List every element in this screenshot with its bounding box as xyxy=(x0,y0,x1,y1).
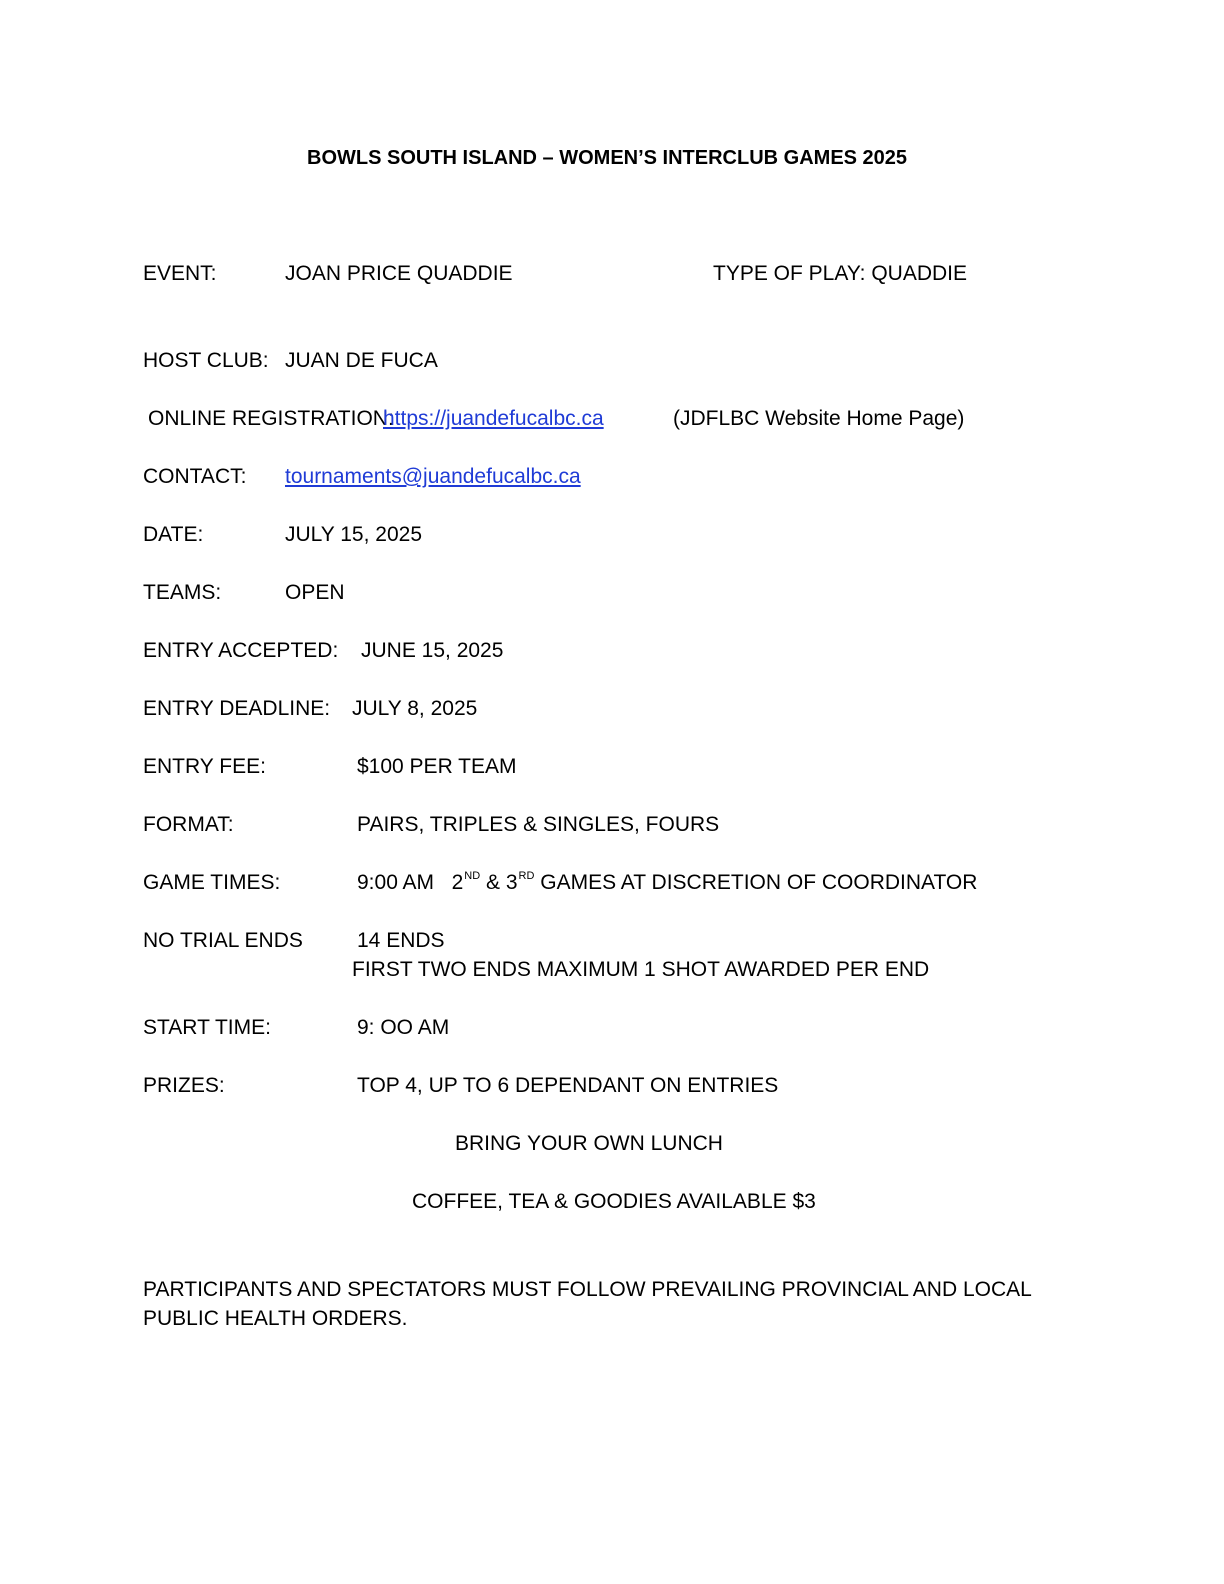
game-times-rest: GAMES AT DISCRETION OF COORDINATOR xyxy=(540,871,978,894)
contact-label: CONTACT: xyxy=(143,465,247,488)
registration-note: (JDFLBC Website Home Page) xyxy=(673,407,965,430)
entry-accepted-label: ENTRY ACCEPTED: xyxy=(143,639,339,662)
lunch-note: BRING YOUR OWN LUNCH xyxy=(455,1132,723,1155)
trial-ends-label: NO TRIAL ENDS xyxy=(143,929,303,952)
online-registration-label: ONLINE REGISTRATION: xyxy=(148,407,394,430)
game-times-num1: 2 xyxy=(451,871,464,894)
format-label: FORMAT: xyxy=(143,813,234,836)
game-times-time: 9:00 AM xyxy=(357,871,435,894)
date-value: JULY 15, 2025 xyxy=(285,523,422,546)
start-time-label: START TIME: xyxy=(143,1016,271,1039)
registration-link[interactable]: https://juandefucalbc.ca xyxy=(383,407,604,430)
event-label: EVENT: xyxy=(143,262,217,285)
prizes-label: PRIZES: xyxy=(143,1074,225,1097)
game-times-amp: & xyxy=(486,871,501,894)
document-title: BOWLS SOUTH ISLAND – WOMEN’S INTERCLUB GAMES 2025 xyxy=(307,147,908,169)
entry-fee-value: $100 PER TEAM xyxy=(357,755,517,778)
event-value: JOAN PRICE QUADDIE xyxy=(285,262,513,285)
game-times-num2: 3 xyxy=(505,871,518,894)
entry-accepted-value: JUNE 15, 2025 xyxy=(361,639,504,662)
contact-email-link[interactable]: tournaments@juandefucalbc.ca xyxy=(285,465,581,488)
coffee-note: COFFEE, TEA & GOODIES AVAILABLE $3 xyxy=(412,1190,816,1213)
prizes-value: TOP 4, UP TO 6 DEPENDANT ON ENTRIES xyxy=(357,1074,779,1097)
date-label: DATE: xyxy=(143,523,204,546)
health-notice: PARTICIPANTS AND SPECTATORS MUST FOLLOW PREVAILING PROVINCIAL AND LOCAL PUBLIC HEALTH ORDERS. xyxy=(143,1278,1032,1330)
game-times-label: GAME TIMES: xyxy=(143,871,281,894)
teams-value: OPEN xyxy=(285,581,345,604)
host-club-value: JUAN DE FUCA xyxy=(285,349,438,372)
game-times-value xyxy=(357,870,977,896)
game-times-sup2: RD xyxy=(518,870,535,882)
game-times-sup1: ND xyxy=(464,870,481,882)
entry-deadline-label: ENTRY DEADLINE: xyxy=(143,697,331,720)
trial-ends-value: 14 ENDS xyxy=(357,929,445,952)
entry-fee-label: ENTRY FEE: xyxy=(143,755,266,778)
entry-deadline-value: JULY 8, 2025 xyxy=(352,697,478,720)
teams-label: TEAMS: xyxy=(143,581,222,604)
type-of-play: TYPE OF PLAY: QUADDIE xyxy=(713,262,968,285)
format-value: PAIRS, TRIPLES & SINGLES, FOURS xyxy=(357,813,720,836)
trial-ends-note: FIRST TWO ENDS MAXIMUM 1 SHOT AWARDED PER END xyxy=(352,958,930,981)
host-club-label: HOST CLUB: xyxy=(143,349,269,372)
start-time-value: 9: OO AM xyxy=(357,1016,450,1039)
